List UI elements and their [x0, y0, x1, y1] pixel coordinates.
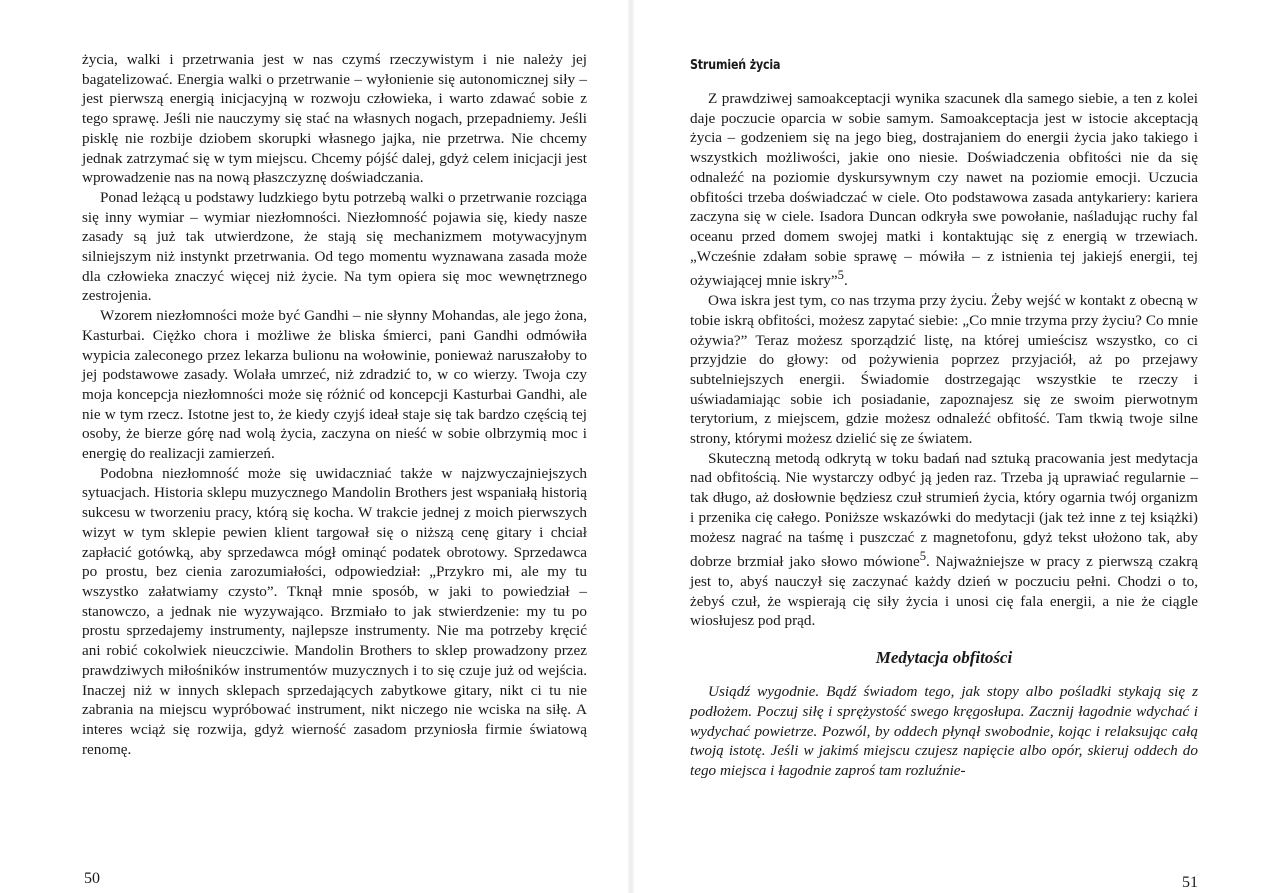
- left-paragraph-1: życia, walki i przetrwania jest w nas czymś rzeczywistym i nie należy jej bagatelizować. Energia walki o przetrwanie – wyłonienie się autonomicznej siły – jest pierwszą energią inicjacyjną w rozwoju człowieka, i warto zdawać sobie z tego sprawę. Jeśli nie nauczymy się stać na własnych nogach, przepadniemy. Jeśli pisklę nie rozbije dziobem skorupki własnego jajka, nie przetrwa. Nie chcemy jednak zatrzymać się w tym miejscu. Chcemy pójść dalej, gdyż celem inicjacji jest wprowadzenie nas na nową płaszczyznę doświadczania.: [82, 51, 587, 187]
- right-page: [632, 0, 1263, 893]
- left-paragraph-3: Wzorem niezłomności może być Gandhi – nie słynny Mohandas, ale jego żona, Kasturbai. Ciężko chora i możliwe że bliska śmierci, pani Gandhi odmówiła wypicia zaleconego przez lekarza bulionu na wołowinie, ponieważ naruszałoby to jej podstawowe zasady. Wolała umrzeć, niż zdradzić to, w co wierzy. Twoja czy moja koncepcja niezłomności może się różnić od koncepcji Kasturbai Gandhi, ale nie w tym rzecz. Istotne jest to, że kiedy czyjś ideał staje się tak bardzo częścią tej osoby, że bierze górę nad wolą życia, zaczyna on nieść w sobie olbrzymią moc i energię do realizacji zamierzeń.: [82, 307, 587, 463]
- right-paragraph-3: Skuteczną metodą odkrytą w toku badań nad sztuką pracowania jest medytacja nad obfitością. Nie wystarczy odbyć ją jeden raz. Trzeba ją uprawiać regularnie – tak długo, aż dosłownie będziesz czuł strumień życia, który ogarnia twój organizm i przenika cię całego. Poniższe wskazówki do medytacji (jak też inne z tej książki) możesz nagrać na taśmę i puszczać z magnetofonu, gdyż tekst ułożono tak, aby dobrze brzmiał jako słowo mówione$^5$. Najważniejsze w pracy z pierwszą czakrą jest to, abyś nauczył się zaczynać każdy dzień w poczuciu pełni. Chodzi o to, żebyś czuł, że wspierają cię siły życia i unosi cię fala energii, a nie że ciągle wiosłujesz pod prąd.: [690, 449, 1198, 630]
- right-page-number: 51: [1182, 874, 1198, 891]
- left-paragraph-4: Podobna niezłomność może się uwidaczniać także w najzwyczajniejszych sytuacjach. Historia sklepu muzycznego Mandolin Brothers jest wspaniałą historią sukcesu w tworzeniu pracy, którą się kocha. W trakcie jednej z moich pierwszych wizyt w tym sklepie pewien klient targował się o niższą cenę gitary i chciał zapłacić gotówką, aby sprzedawca mógł ominąć podatek obrotowy. Sprzedawca po prostu, bez cienia zarozumiałości, odpowiedział: „Przykro mi, ale my tu wszystko załatwiamy czysto”. Tknął mnie sposób, w jaki to powiedział – stanowczo, a jednak nie wyzywająco. Brzmiało to jak stwierdzenie: my tu po prostu sprzedajemy instrumenty, najlepsze instrumenty. Nie ma potrzeby kręcić ani robić cokolwiek nieuczciwie. Mandolin Brothers to sklep prowadzony przez prawdziwych miłośników instrumentów muzycznych i to się czuje już od wejścia. Inaczej niż w innych sklepach sprzedających zabytkowe gitary, nikt ci tu nie zabrania na miejscu wypróbować instrument, nikt niczego nie wciska na siłę. A interes wciąż się rozwija, gdyż wierność zasadom przyniosła firmie światową renomę.: [82, 464, 587, 758]
- left-page: [0, 0, 631, 893]
- right-paragraph-2: Owa iskra jest tym, co nas trzyma przy życiu. Żeby wejść w kontakt z obecną w tobie iskrą obfitości, możesz zapytać siebie: „Co mnie trzyma przy życiu? Co mnie ożywia?” Teraz możesz sporządzić listę, na której umieścisz wszystko, co ci przyjdzie do głowy: od pożywienia poprzez przyjaciół, aż po przejawy subtelniejszych energii. Świadomie dostrzegając wszystkie te rzeczy i uświadamiając sobie ich posiadanie, zapoznajesz się ze swoim pierwotnym terytorium, z miejscem, gdzie możesz odnaleźć obfitość. Tam tkwią twoje silne strony, którymi możesz dzielić się ze światem.: [690, 292, 1198, 448]
- right-paragraph-1: Z prawdziwej samoakceptacji wynika szacunek dla samego siebie, a ten z kolei daje poczucie oparcia w sobie samym. Samoakceptacja jest w istocie akceptacją życia – godzeniem się na jego bieg, dostrajaniem do energii życia jako takiego i wszystkich możliwości, jakie ono niesie. Doświadczenia obfitości nie da się odnaleźć na poziomie dyskursywnym czy nawet na poziomie emocji. Uczucia obfitości trzeba doświadczać w ciele. Oto podstawowa zasada antykariery: kariera zaczyna się w ciele. Isadora Duncan odkryła swe powołanie, naśladując ruchy fal oceanu przed domem swojej matki i kontaktując się z energią w trzewiach. „Wcześnie zdałam sobie sprawę – mówiła – z istnienia tej jakiejś energii, tej ożywiającej mnie iskry”$^5$.: [690, 90, 1198, 290]
- meditation-paragraph: Usiądź wygodnie. Bądź świadom tego, jak stopy albo pośladki stykają się z podłożem. Poczuj siłę i sprężystość swego kręgosłupa. Zacznij łagodnie wdychać i wydychać powietrze. Pozwól, by oddech płynął swobodnie, kojąc i relaksując całą twoją istotę. Jeśli w jakimś miejscu czujesz napięcie albo opór, skieruj oddech do tego miejsca i łagodnie zaproś tam rozluźnie-: [690, 683, 1198, 779]
- right-paragraph-3-continuation: Najważniejsze w pracy z pierwszą czakrą jest to, abyś nauczył się zaczynać każdy dzień w poczuciu pełni. Chodzi o to, żebyś czuł, że wspierają cię siły życia i unosi cię fala energii, a nie że ciągle wiosłujesz pod prąd.: [690, 553, 1198, 630]
- right-paragraph-1-text: Z prawdziwej samoakceptacji wynika szacunek dla samego siebie, a ten z kolei daje poczucie oparcia w sobie samym. Samoakceptacja jest w istocie akceptacją życia – godzeniem się na jego bieg, dostrajaniem do energii życia jako takiego i wszystkich możliwości, jakie ono niesie. Doświadczenia obfitości nie da się odnaleźć na poziomie dyskursywnym czy nawet na poziomie emocji. Uczucia obfitości trzeba doświadczać w ciele. Oto podstawowa zasada antykariery: kariera zaczyna się w ciele. Isadora Duncan odkryła swe powołanie, naśladując ruchy fal oceanu przed domem swojej matki i kontaktując się z energią w trzewiach. „Wcześnie zdałam sobie sprawę – mówiła – z istnienia tej jakiejś energii, tej ożywiającej mnie iskry”: [690, 90, 1198, 290]
- footnote-mark-2: 5: [919, 549, 927, 564]
- left-page-number: 50: [84, 870, 100, 887]
- footnote-mark-1: 5: [837, 268, 844, 283]
- left-text-column: [82, 50, 587, 759]
- right-paragraph-3-text: Skuteczną metodą odkrytą w toku badań nad sztuką pracowania jest medytacja nad obfitością. Nie wystarczy odbyć ją jeden raz. Trzeba ją uprawiać regularnie – tak długo, aż dosłownie będziesz czuł strumień życia, który ogarnia twój organizm i przenika cię całego. Poniższe wskazówki do medytacji (jak też inne z tej książki) możesz nagrać na taśmę i puszczać z magnetofonu, gdyż tekst ułożono tak, aby dobrze brzmiał jako słowo mówione: [690, 449, 1198, 571]
- subsection-heading: Medytacja obfitości: [875, 648, 1013, 668]
- left-paragraph-2: Ponad leżącą u podstawy ludzkiego bytu potrzebą walki o przetrwanie rozciąga się inny wymiar – wymiar niezłomności. Niezłomność pojawia się, kiedy nasze zasady są już tak utwierdzone, że stają się mechanizmem motywacyjnym silniejszym niż instynkt przetrwania. Od tego momentu wyznawana zasada może dla człowieka znaczyć więcej niż życie. Na tym opiera się moc wewnętrznego zestrojenia.: [82, 188, 587, 305]
- right-text-column: [690, 57, 1198, 781]
- section-heading: Strumień życia: [690, 57, 781, 73]
